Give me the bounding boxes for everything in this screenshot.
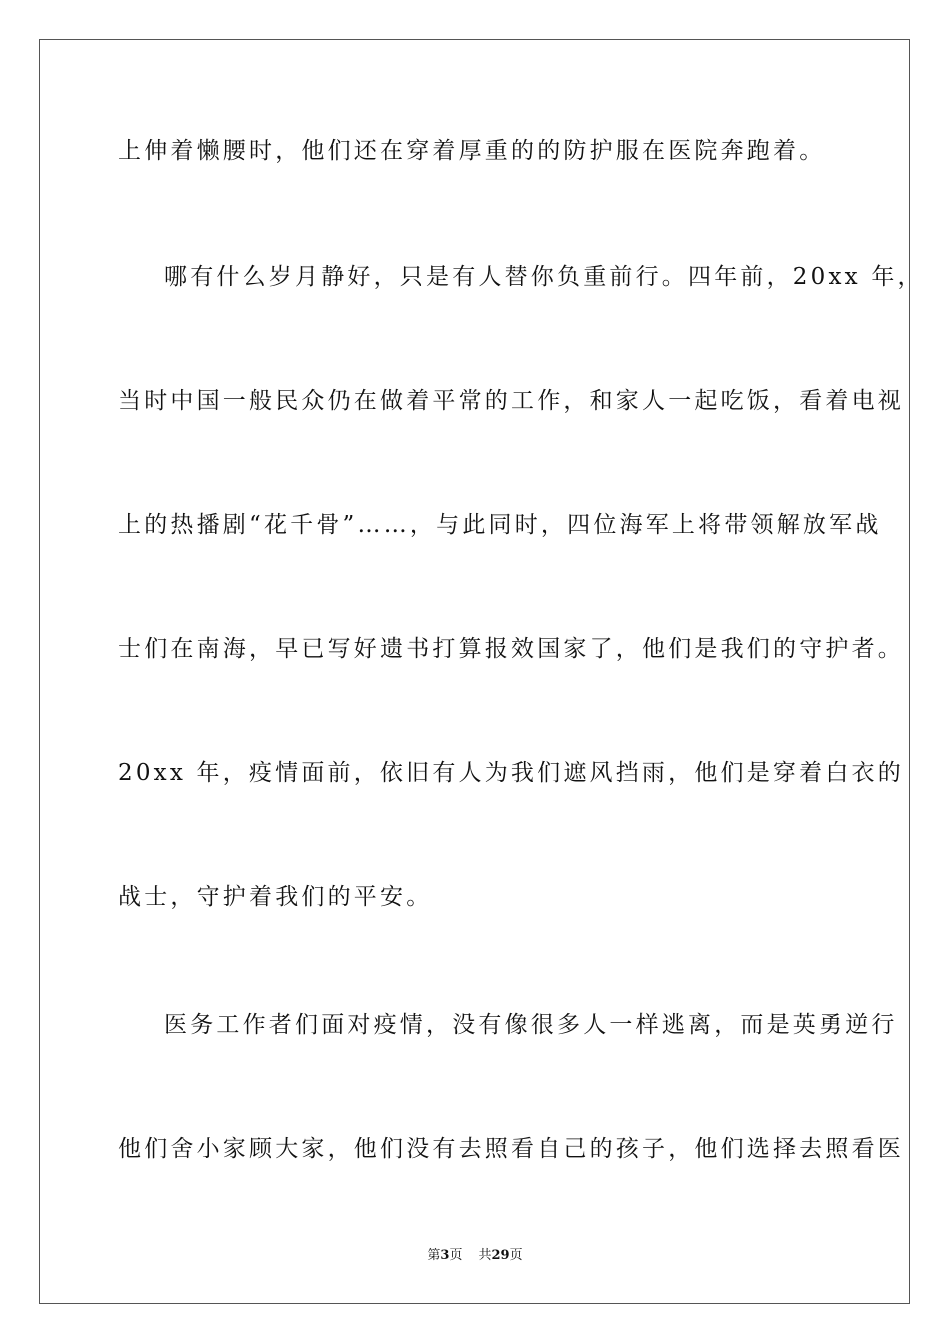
page-suffix: 页 [449,1248,463,1263]
body-line-9: 他们舍小家顾大家，他们没有去照看自己的孩子，他们选择去照看医 [118,1136,904,1162]
total-pages: 29 [491,1248,510,1263]
body-line-8: 医务工作者们面对疫情，没有像很多人一样逃离，而是英勇逆行 [164,1012,898,1038]
page-prefix: 第 [427,1248,441,1263]
page-number: 3 [440,1248,450,1263]
body-line-6: 20xx 年，疫情面前，依旧有人为我们遮风挡雨，他们是穿着白衣的 [118,760,904,786]
body-line-2: 哪有什么岁月静好，只是有人替你负重前行。四年前，20xx 年， [164,264,924,290]
total-prefix: 共 [478,1248,492,1263]
body-line-1: 上伸着懒腰时，他们还在穿着厚重的的防护服在医院奔跑着。 [118,138,826,164]
body-line-4: 上的热播剧“花千骨”……，与此同时，四位海军上将带领解放军战 [118,512,882,538]
page-border [39,39,910,1304]
body-line-7: 战士，守护着我们的平安。 [118,884,433,910]
body-line-5: 士们在南海，早已写好遗书打算报效国家了，他们是我们的守护者。 [118,636,904,662]
page-footer [0,1247,950,1265]
total-suffix: 页 [509,1248,523,1263]
body-line-3: 当时中国一般民众仍在做着平常的工作，和家人一起吃饭，看着电视 [118,388,904,414]
